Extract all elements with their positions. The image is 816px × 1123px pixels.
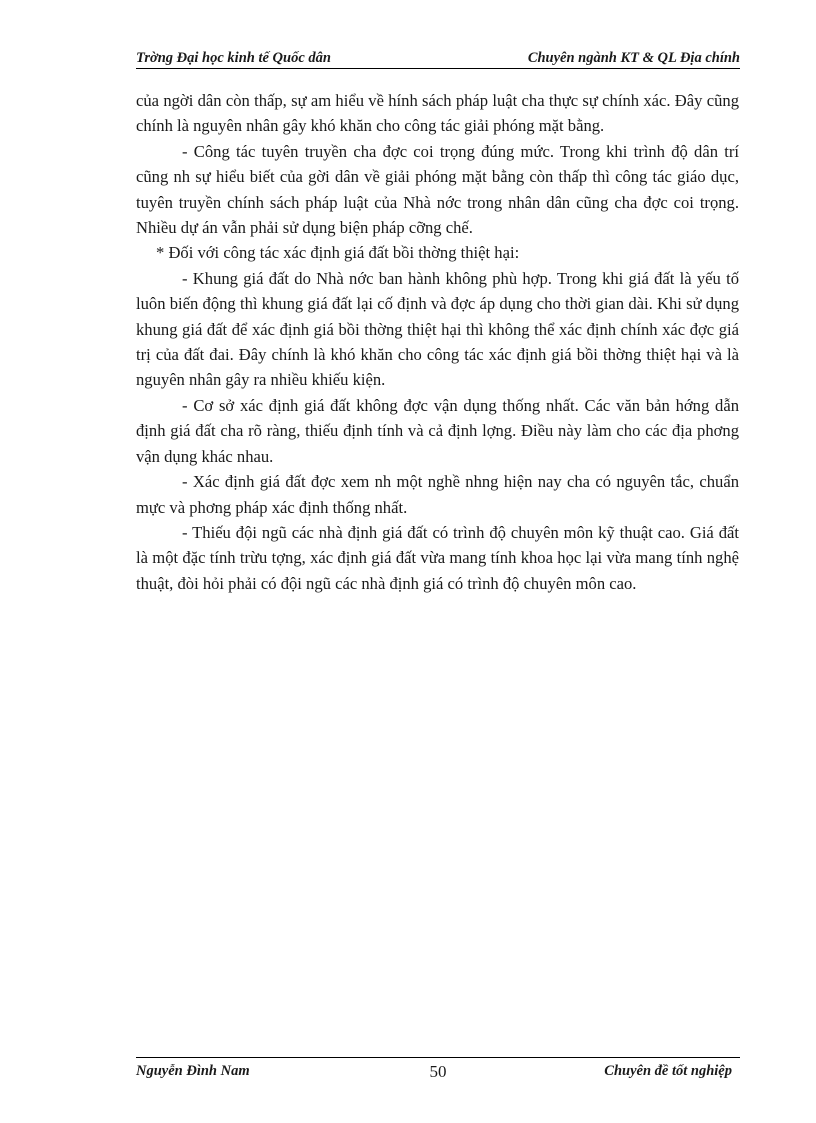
paragraph-2: - Công tác tuyên truyền cha đợc coi trọng đúng mức. Trong khi trình độ dân trí cũng nh sự hiểu biết của gời dân về giải phóng mặt bằng còn thấp thì công tác giáo dục, tuyên truyền chính sách pháp luật của Nhà nớc trong nhân dân cũng cha đợc coi trọng. Nhiều dự án vẫn phải sử dụng biện pháp cỡng chế. [136,141,739,238]
paragraph-3: * Đối với công tác xác định giá đất bồi thờng thiệt hại: [156,243,520,263]
body-text [136,88,739,596]
page-number: 50 [429,1062,447,1081]
header-major: Chuyên ngành KT & QL Địa chính [527,50,740,66]
paragraph-6: - Xác định giá đất đợc xem nh một nghề nhng hiện nay cha có nguyên tắc, chuẩn mực và phơng pháp xác định thống nhất. [136,472,739,517]
paragraph-7: - Thiếu đội ngũ các nhà định giá đất có trình độ chuyên môn kỹ thuật cao. Giá đất là một đặc tính trừu tợng, xác định giá đất vừa mang tính khoa học lại vừa mang tính nghệ thuật, đòi hỏi phải có đội ngũ các nhà định giá có trình độ chuyên môn cao. [136,522,739,593]
paragraph-1: của ngời dân còn thấp, sự am hiểu về hính sách pháp luật cha thực sự chính xác. Đây cũng chính là nguyên nhân gây khó khăn cho công tác giải phóng mặt bằng. [136,91,739,136]
paragraph-5: - Cơ sở xác định giá đất không đợc vận dụng thống nhất. Các văn bản hớng dẫn định giá đất cha rõ ràng, thiếu định tính và cả định lợng. Điều này làm cho các địa phơng vận dụng khác nhau. [136,395,739,466]
page-footer [136,1057,740,1086]
page-header [136,48,740,69]
header-university: Trờng Đại học kinh tế Quốc dân [136,50,331,66]
footer-author: Nguyễn Đình Nam [136,1063,250,1079]
paragraph-4: - Khung giá đất do Nhà nớc ban hành không phù hợp. Trong khi giá đất là yếu tố luôn biến động thì khung giá đất lại cố định và đợc áp dụng cho thời gian dài. Khi sử dụng khung giá đất để xác định giá bồi thờng thiệt hại thì không thể xác định chính xác đợc giá trị của đất đai. Đây chính là khó khăn cho công tác xác định giá bồi thờng thiệt hại và là nguyên nhân gây ra nhiều khiếu kiện. [136,268,739,390]
footer-doc-type: Chuyên đề tốt nghiệp [604,1063,732,1079]
